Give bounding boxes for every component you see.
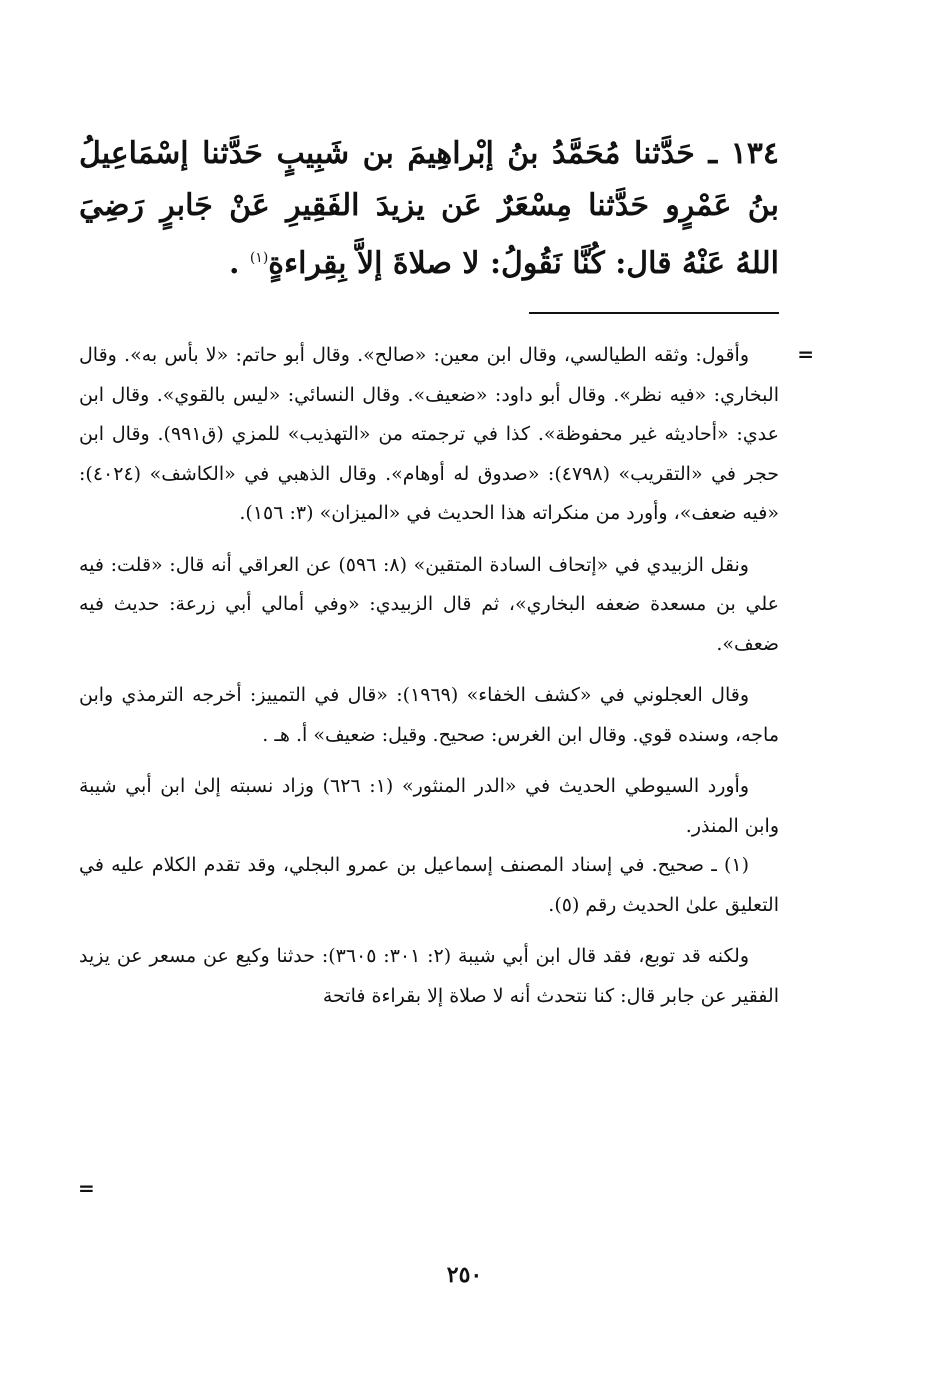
note-paragraph: وقال العجلوني في «كشف الخفاء» (١٩٦٩): «قال في التمييز: أخرجه الترمذي وابن ماجه، وسنده قوي. وقال ابن الغرس: صحيح. وقيل: ضعيف» أ. هـ . (79, 684, 779, 746)
continuation-mark-bottom: = (78, 1176, 95, 1200)
hadith-end: . (228, 246, 250, 281)
note-paragraph: وأورد السيوطي الحديث في «الدر المنثور» (١: ٦٢٦) وزاد نسبته إلىٰ ابن أبي شيبة وابن المنذر. (79, 775, 779, 837)
hadith-text-block (79, 128, 779, 290)
notes-block (79, 336, 779, 1016)
page-number: ٢٥٠ (446, 1262, 483, 1288)
hadith-text: ١٣٤ ـ حَدَّثنا مُحَمَّدُ بنُ إبْراهِيمَ بن شَبِيبٍ حَدَّثنا إسْمَاعِيلُ بنُ عَمْرٍو حَدَّثنا مِسْعَرٌ عَن يزيدَ الفَقِيرِ عَنْ جَابرٍ رَضِيَ اللهُ عَنْهُ قال: كُنَّا نَقُولُ: لا صلاةَ إلاَّ بِقِراءةٍ (79, 136, 779, 281)
note-paragraph: ونقل الزبيدي في «إتحاف السادة المتقين» (٨: ٥٩٦) عن العراقي أنه قال: «قلت: فيه علي بن مسعدة ضعفه البخاري»، ثم قال الزبيدي: «وفي أمالي أبي زرعة: حديث فيه ضعف». (79, 553, 779, 655)
continuation-mark-top: = (797, 342, 814, 366)
note-paragraph: ولكنه قد توبع، فقد قال ابن أبي شيبة (٢: ٣٠١: ٣٦٠٥): حدثنا وكيع عن مسعر عن يزيد الفقير عن جابر قال: كنا نتحدث أنه لا صلاة إلا بقراءة فاتحة (79, 945, 779, 1007)
footnote-separator (529, 312, 779, 314)
note-paragraph: وأقول: وثقه الطيالسي، وقال ابن معين: «صالح». وقال أبو حاتم: «لا بأس به». وقال البخاري: «فيه نظر». وقال أبو داود: «ضعيف». وقال النسائي: «ليس بالقوي». وقال ابن عدي: «أحاديثه غير محفوظة». كذا في ترجمته من «التهذيب» للمزي (ق٩٩١). وقال ابن حجر في «التقريب» (٤٧٩٨): «صدوق له أوهام». وقال الذهبي في «الكاشف» (٤٠٢٤): «فيه ضعف»، وأورد من منكراته هذا الحديث في «الميزان» (٣: ١٥٦). (79, 344, 779, 524)
footnote-ref: (١) (249, 250, 269, 266)
footnote-paragraph: (١) ـ صحيح. في إسناد المصنف إسماعيل بن عمرو البجلي، وقد تقدم الكلام عليه في التعليق علىٰ الحديث رقم (٥). (79, 854, 779, 916)
